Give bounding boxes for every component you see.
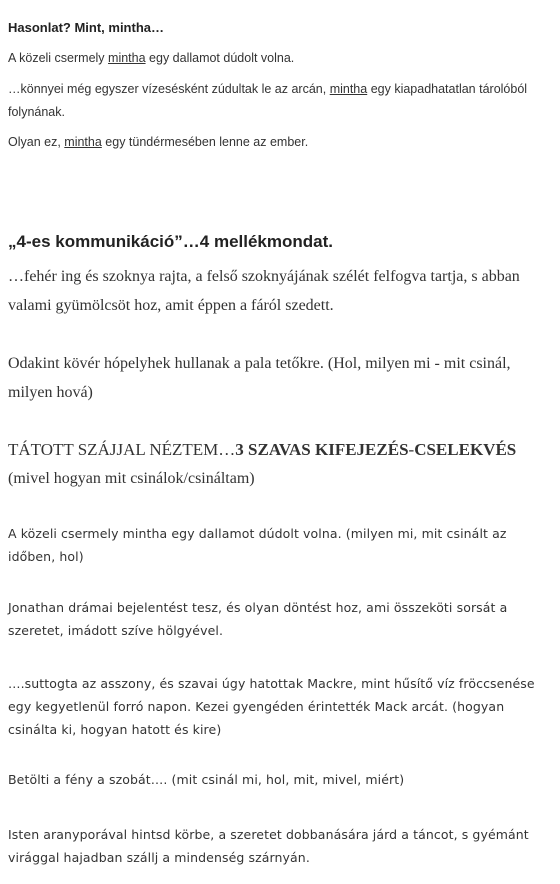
- paragraph-white-shirt: …fehér ing és szoknya rajta, a felső szoknyájának szélét felfogva tartja, s abban valami gyümölcsöt hoz, amit éppen a fáról szedett.: [8, 268, 520, 314]
- paragraph-whisper: ….suttogta az asszony, és szavai úgy hatottak Mackre, mint hűsítő víz fröccsenése egy kegyetlenül forró napon. Kezei gyengéden érintették Mack arcát. (hogyan csinálta ki, hogyan hatott és kire): [8, 676, 535, 737]
- example-line-1-text-pre: A közeli csermely: [8, 51, 109, 65]
- example-line-2-text-post: egy kiapadhatatlan tárolóból folynának.: [8, 82, 528, 119]
- mintha-link-3[interactable]: mintha: [64, 135, 102, 149]
- paragraph-light: Betölti a fény a szobát…. (mit csinál mi, hol, mit, mivel, miért): [8, 772, 405, 787]
- example-line-3-text-pre: Olyan ez,: [8, 135, 65, 149]
- example-line-3-text-post: egy tündérmesében lenne az ember.: [101, 135, 309, 149]
- example-line-1: [8, 47, 553, 70]
- paragraph-golden-dust: Isten aranyporával hintsd körbe, a szeretet dobbanására járd a táncot, s gyémánt virággal hajadban szállj a mindenség szárnyán.: [8, 827, 529, 865]
- paragraph-creek: A közeli csermely mintha egy dallamot dúdolt volna. (milyen mi, mit csinált az időben, hol): [8, 526, 507, 564]
- example-line-1-text-post: egy dallamot dúdolt volna.: [145, 51, 295, 65]
- mintha-link-2[interactable]: mintha: [329, 82, 368, 96]
- heading-three-word-bold2: CSELEKVÉS: [414, 440, 517, 459]
- example-line-3: [8, 131, 553, 154]
- heading-three-word-expression: [8, 436, 553, 493]
- example-line-2-text-pre: …könnyei még egyszer vízesésként zúdultak le az arcán,: [8, 82, 330, 96]
- heading-three-word-bold: 3 SZAVAS KIFEJEZÉS: [235, 440, 409, 459]
- heading-simile: Hasonlat? Mint, mintha…: [8, 20, 164, 35]
- heading-communication: „4-es kommunikáció”…4 mellékmondat.: [8, 232, 333, 251]
- heading-three-word-subline: (mivel hogyan mit csinálok/csináltam): [8, 470, 255, 487]
- example-line-2: [8, 78, 553, 124]
- paragraph-snowflakes: Odakint kövér hópelyhek hullanak a pala tetőkre. (Hol, milyen mi - mit csinál, milyen hová): [8, 355, 511, 401]
- heading-three-word-pre: TÁTOTT SZÁJJAL NÉZTEM…: [8, 440, 236, 459]
- heading-three-word-dash: -: [408, 440, 415, 459]
- mintha-link-1[interactable]: mintha: [108, 51, 146, 65]
- paragraph-jonathan: Jonathan drámai bejelentést tesz, és olyan döntést hoz, ami összeköti sorsát a szeretet, imádott szíve hölgyével.: [8, 600, 508, 638]
